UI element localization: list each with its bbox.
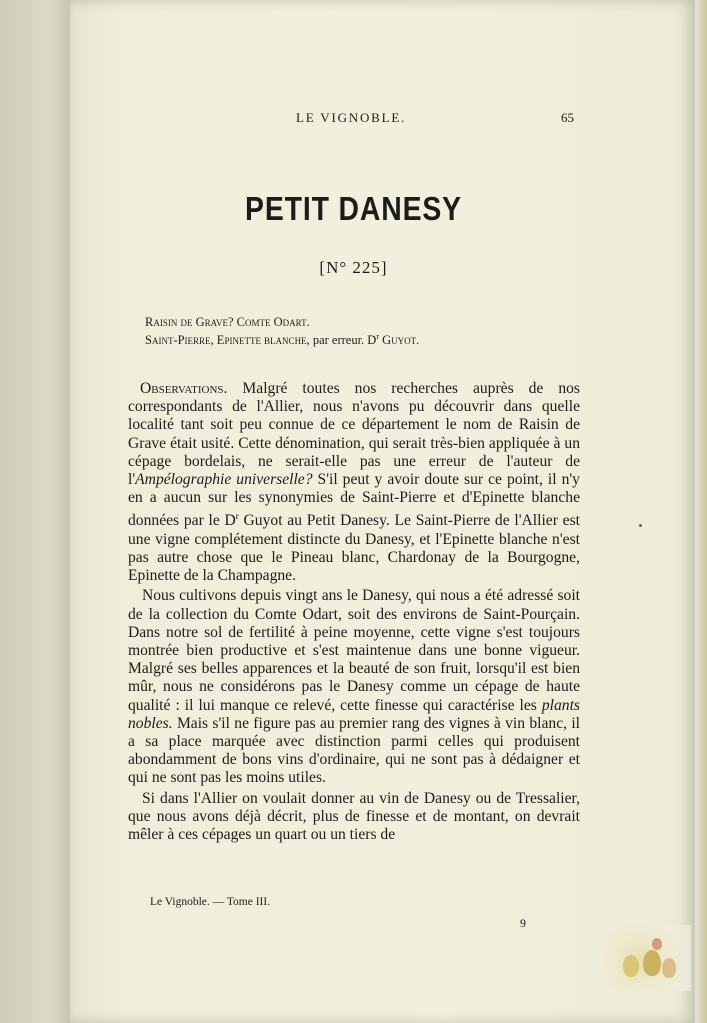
footer-signature: Le Vignoble. — Tome III. <box>150 896 271 908</box>
fruit-shape <box>623 955 639 977</box>
synonym-author: Comte Odart. <box>236 315 310 329</box>
page-edge <box>695 0 707 1023</box>
italic-title: Ampélographie universelle? <box>135 471 313 489</box>
synonym-name: Raisin de Grave? <box>145 315 234 329</box>
sheet-number: 9 <box>520 916 526 930</box>
book-gutter <box>0 0 70 1023</box>
fruit-shape <box>652 938 662 950</box>
paragraph <box>128 790 580 845</box>
page-number: 65 <box>561 110 574 125</box>
synonym-author: Guyot. <box>382 333 420 348</box>
fruit-shape <box>643 950 661 976</box>
paragraph-text: Mais s'il ne figure pas au premier rang des vignes à vin blanc, il a sa place marquée avec distinction parmi celles qui produisent abondamment de bons vins d'ordinaire, qui ne sont pas à dédaigner et qui ne sont pas les moins utiles. <box>128 714 580 787</box>
paragraph <box>128 587 580 787</box>
synonym-author-prefix: D <box>367 333 377 348</box>
paragraph-text: Malgré toutes nos recherches auprès de nos correspondants de l'Allier, nous n'avons pu découvrir dans quelle localité tant soit peu connue de ce département le nom de Raisin de Grave était usité. Cette dénomination, qui serait très-bien appliquée à un cépage bordelais, ne serait-elle pas une erreur de l'auteur de l' <box>128 380 580 489</box>
fruit-shape <box>662 958 676 978</box>
paragraph-text: Guyot au Petit Danesy. Le Saint-Pierre de l'Allier est une vigne complétement distincte du Danesy, et l'Epinette blanche n'est pas autre chose que le Pineau blanc, Chardonay de la Bourgogne, Epinette de la Champagne. <box>128 512 580 585</box>
entry-number: [N° 225] <box>319 258 388 277</box>
paragraph-text: S'il peut y avoir doute sur ce point, il n'y en a aucun sur les synonymies de Saint-Pierre et d'Epinette blanche données par le D <box>128 471 580 530</box>
paper-speck <box>639 524 642 527</box>
synonym-line <box>145 332 419 348</box>
synonym-qualifier: par erreur. <box>312 333 365 348</box>
paragraph-lead: Observations. <box>140 380 228 397</box>
body-text <box>128 380 580 844</box>
synonym-line <box>145 315 310 330</box>
paragraph-text: Nous cultivons depuis vingt ans le Danesy, qui nous a été adressé soit de la collection du Comte Odart, soit des environs de Saint-Pourçain. Dans notre sol de fertilité à peine moyenne, cette vigne s'est toujours montrée bien productive et s'est maintenue dans une bonne vigueur. Malgré ses belles apparences et la beauté de son fruit, lorsqu'il est bien mûr, nous ne considérons pas le Danesy comme un cépage de haute qualité : il lui manque ce relevé, cette finesse qui caractérise les <box>128 587 580 714</box>
superscript: r <box>235 511 239 522</box>
italic-term: plants nobles. <box>128 696 580 732</box>
paragraph-text: Si dans l'Allier on voulait donner au vin de Danesy ou de Tressalier, que nous avons déjà décrit, plus de finesse et de montant, on devrait mêler à ces cépages un quart ou un tiers de <box>128 789 580 844</box>
entry-title: PETIT DANESY <box>245 190 462 227</box>
synonym-name: Saint-Pierre, Epinette blanche, <box>145 333 310 348</box>
synonym-author-sup: r <box>376 332 379 341</box>
paragraph <box>128 380 580 585</box>
running-title: LE VIGNOBLE. <box>296 110 407 125</box>
